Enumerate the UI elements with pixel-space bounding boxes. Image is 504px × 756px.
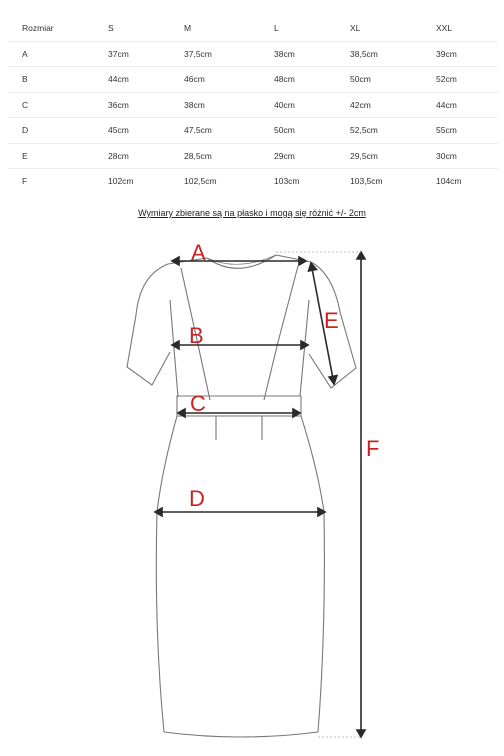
table-cell: 44cm	[108, 67, 184, 93]
table-cell: 42cm	[350, 92, 436, 118]
table-cell: 52,5cm	[350, 118, 436, 144]
size-chart-table	[8, 16, 498, 194]
table-cell: 47,5cm	[184, 118, 274, 144]
table-cell: 30cm	[436, 143, 498, 169]
table-cell: 44cm	[436, 92, 498, 118]
header-size-xl: XL	[350, 16, 436, 41]
header-size-m: M	[184, 16, 274, 41]
label-a: A	[191, 240, 206, 265]
table-cell: 50cm	[274, 118, 350, 144]
label-f: F	[366, 436, 380, 461]
table-cell: 102,5cm	[184, 176, 217, 187]
label-e: E	[324, 308, 339, 333]
table-cell: 38,5cm	[350, 41, 436, 67]
row-label: B	[8, 67, 108, 93]
table-cell: 36cm	[108, 92, 184, 118]
table-cell: 55cm	[436, 118, 498, 144]
table-cell: 28,5cm	[184, 143, 274, 169]
table-cell: 45cm	[108, 118, 184, 144]
table-row	[8, 118, 498, 144]
table-cell: 50cm	[350, 67, 436, 93]
header-rozmiar: Rozmiar	[8, 16, 108, 41]
table-cell: 46cm	[184, 67, 274, 93]
table-row	[8, 169, 498, 194]
label-b: B	[189, 323, 204, 348]
row-label: E	[8, 143, 108, 169]
row-label: F	[22, 176, 28, 187]
measurement-note: Wymiary zbierane są na płasko i mogą się różnić +/- 2cm	[138, 208, 366, 218]
table-row	[8, 143, 498, 169]
label-d: D	[189, 486, 205, 511]
table-cell: 38cm	[184, 92, 274, 118]
table-cell: 103,5cm	[350, 176, 383, 187]
row-label: D	[8, 118, 108, 144]
table-cell: 37,5cm	[184, 41, 274, 67]
row-label: C	[8, 92, 108, 118]
header-size-l: L	[274, 16, 350, 41]
table-cell: 48cm	[274, 67, 350, 93]
dress-measurement-diagram	[0, 222, 504, 756]
table-cell: 29cm	[274, 143, 350, 169]
measurement-labels	[189, 240, 379, 511]
row-label: A	[8, 41, 108, 67]
header-size-xxl: XXL	[436, 16, 498, 41]
table-cell: 103cm	[274, 176, 300, 187]
guide-lines	[276, 252, 361, 737]
table-row	[8, 67, 498, 93]
table-header-row	[8, 16, 498, 41]
label-c: C	[190, 391, 206, 416]
table-cell: 37cm	[108, 41, 184, 67]
table-cell: 104cm	[436, 176, 462, 187]
table-cell: 39cm	[436, 41, 498, 67]
table-cell: 40cm	[274, 92, 350, 118]
table-cell: 102cm	[108, 176, 134, 187]
dress-outline	[127, 255, 356, 737]
table-cell: 52cm	[436, 67, 498, 93]
header-size-s: S	[108, 16, 184, 41]
table-row	[8, 41, 498, 67]
table-cell: 29,5cm	[350, 143, 436, 169]
table-row	[8, 92, 498, 118]
table-cell: 38cm	[274, 41, 350, 67]
table-cell: 28cm	[108, 143, 184, 169]
